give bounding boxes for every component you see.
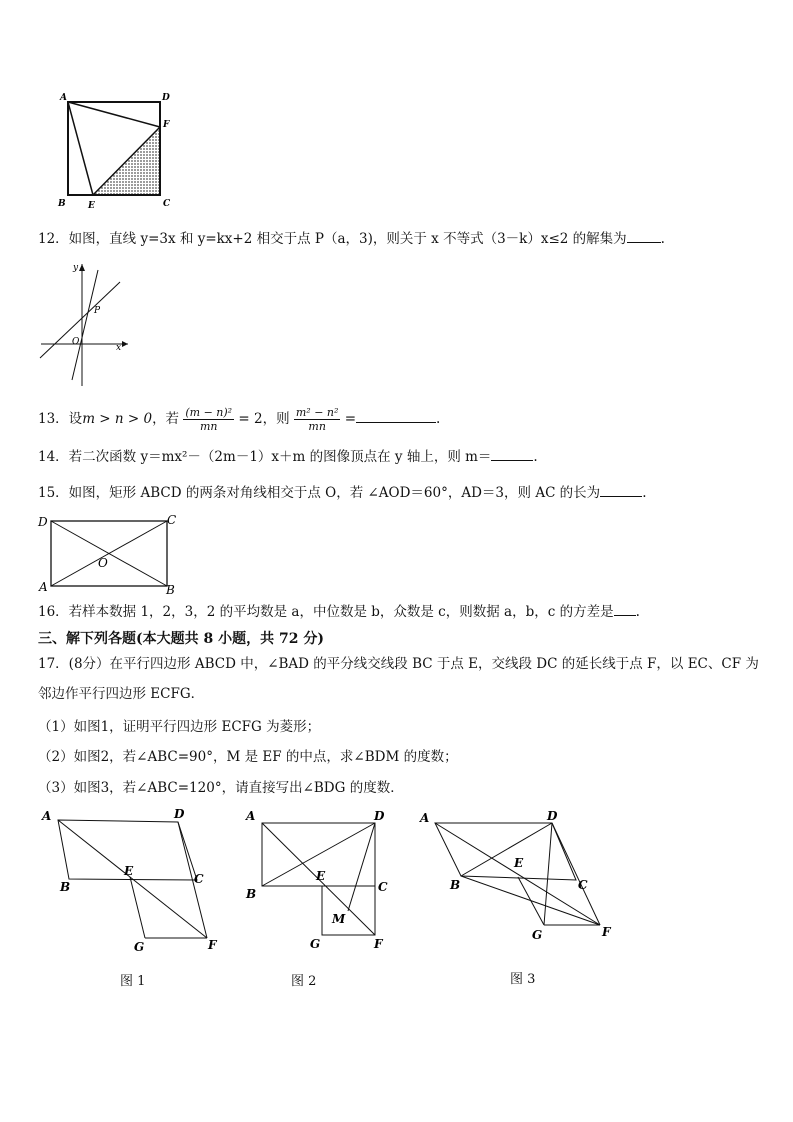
question-17-part1: （1）如图1，证明平行四边形 ECFG 为菱形； — [38, 719, 321, 735]
label-E: E — [88, 201, 95, 211]
q13-condition: m > n > 0 — [82, 411, 153, 427]
fig3-label-C: C — [578, 878, 588, 892]
answer-blank-12 — [627, 229, 661, 243]
fraction-2-numerator: m² − n² — [295, 406, 339, 419]
figure-line-graph — [36, 258, 131, 388]
q13-prefix: 13．设 — [38, 411, 83, 427]
figure-2-caption: 图 2 — [291, 974, 317, 989]
fig2-label-G: G — [310, 937, 321, 951]
fraction-1 — [183, 406, 234, 433]
fraction-2-denominator: mn — [308, 420, 326, 433]
fraction-1-denominator: mn — [199, 420, 218, 433]
question-14 — [38, 447, 538, 466]
question-14-text: 14．若二次函数 y＝mx²－（2m－1）x＋m 的图像顶点在 y 轴上，则 m＝ — [38, 449, 492, 465]
axis-y-label: y — [73, 263, 79, 273]
q16-end: . — [635, 604, 640, 620]
question-13 — [38, 405, 440, 433]
fig1-label-B: B — [60, 880, 71, 894]
q13-eq1: = 2 — [238, 411, 263, 427]
fraction-1-numerator: (m − n)² — [185, 406, 233, 419]
question-17-line1: 17．(8分）在平行四边形 ABCD 中，∠BAD 的平分线交线段 BC 于点 E，交线段 DC 的延长线于点 F，以 EC、CF 为 — [38, 656, 759, 672]
answer-blank-14 — [491, 447, 533, 461]
point-P-label: P — [94, 306, 101, 316]
fig3-label-A: A — [420, 811, 430, 825]
fig1-label-A: A — [42, 809, 52, 823]
figure-1-caption: 图 1 — [120, 974, 146, 989]
question-12-text: 12．如图，直线 y=3x 和 y=kx+2 相交于点 P（a，3)，则关于 x 不等式（3－k）x≤2 的解集为 — [38, 231, 627, 247]
label-A: A — [60, 93, 67, 103]
q15-end: . — [642, 485, 647, 501]
label-F: F — [163, 120, 170, 130]
fig3-label-B: B — [450, 878, 461, 892]
fig1-label-G: G — [134, 940, 145, 954]
question-17-part2: （2）如图2，若∠ABC=90°，M 是 EF 的中点，求∠BDM 的度数； — [38, 749, 458, 765]
fig3-label-E: E — [514, 856, 524, 870]
fig3-label-G: G — [532, 928, 543, 942]
fig2-label-E: E — [316, 869, 326, 883]
fig2-label-C: C — [378, 880, 388, 894]
fig2-label-M: M — [332, 912, 346, 926]
question-15-text: 15．如图，矩形 ABCD 的两条对角线相交于点 O，若 ∠AOD＝60°，AD＝3，则 AC 的长为 — [38, 485, 601, 501]
rect-label-C: C — [167, 513, 177, 527]
rect-label-B: B — [166, 583, 175, 597]
q14-end: . — [533, 449, 538, 465]
fig1-label-E: E — [124, 864, 134, 878]
q13-then: ，则 — [262, 411, 290, 427]
axis-x-label: x — [116, 343, 122, 353]
label-C: C — [163, 199, 171, 209]
q13-mid: ，若 — [152, 411, 180, 427]
section-heading: 三、解下列各题(本大题共 8 小题，共 72 分) — [38, 631, 324, 647]
fig2-label-F: F — [374, 937, 383, 951]
fig1-label-C: C — [194, 872, 204, 886]
fraction-2 — [294, 406, 341, 433]
q13-eq2: = — [344, 411, 357, 427]
question-17-part3: （3）如图3，若∠ABC=120°，请直接写出∠BDG 的度数． — [38, 780, 404, 796]
question-12-end: . — [660, 231, 665, 247]
fig2-label-D: D — [374, 809, 385, 823]
figure-rectangle-diagonals — [35, 508, 185, 598]
fig1-label-D: D — [174, 807, 185, 821]
figure-square-shaded — [50, 85, 180, 215]
label-B: B — [58, 199, 66, 209]
question-16 — [38, 602, 640, 621]
rect-label-O: O — [98, 556, 108, 570]
fig2-label-B: B — [246, 887, 257, 901]
answer-blank-13 — [356, 409, 436, 423]
q13-end: . — [436, 411, 441, 427]
rect-label-D: D — [38, 515, 48, 529]
rect-label-A: A — [39, 580, 48, 594]
figure-3 — [412, 805, 622, 965]
figure-3-caption: 图 3 — [510, 972, 536, 987]
fig3-label-D: D — [547, 809, 558, 823]
answer-blank-15 — [600, 483, 642, 497]
origin-label: O — [72, 337, 80, 347]
question-12 — [38, 229, 665, 248]
fig2-label-A: A — [246, 809, 256, 823]
question-16-text: 16．若样本数据 1，2，3，2 的平均数是 a，中位数是 b，众数是 c，则数据 a，b，c 的方差是 — [38, 604, 614, 620]
fig3-label-F: F — [602, 925, 611, 939]
figure-2 — [240, 805, 400, 965]
answer-blank-16 — [614, 602, 636, 616]
fig1-label-F: F — [208, 938, 217, 952]
figure-1 — [36, 805, 236, 965]
label-D: D — [162, 93, 170, 103]
question-15 — [38, 483, 646, 502]
question-17-line2: 邻边作平行四边形 ECFG． — [38, 686, 205, 702]
